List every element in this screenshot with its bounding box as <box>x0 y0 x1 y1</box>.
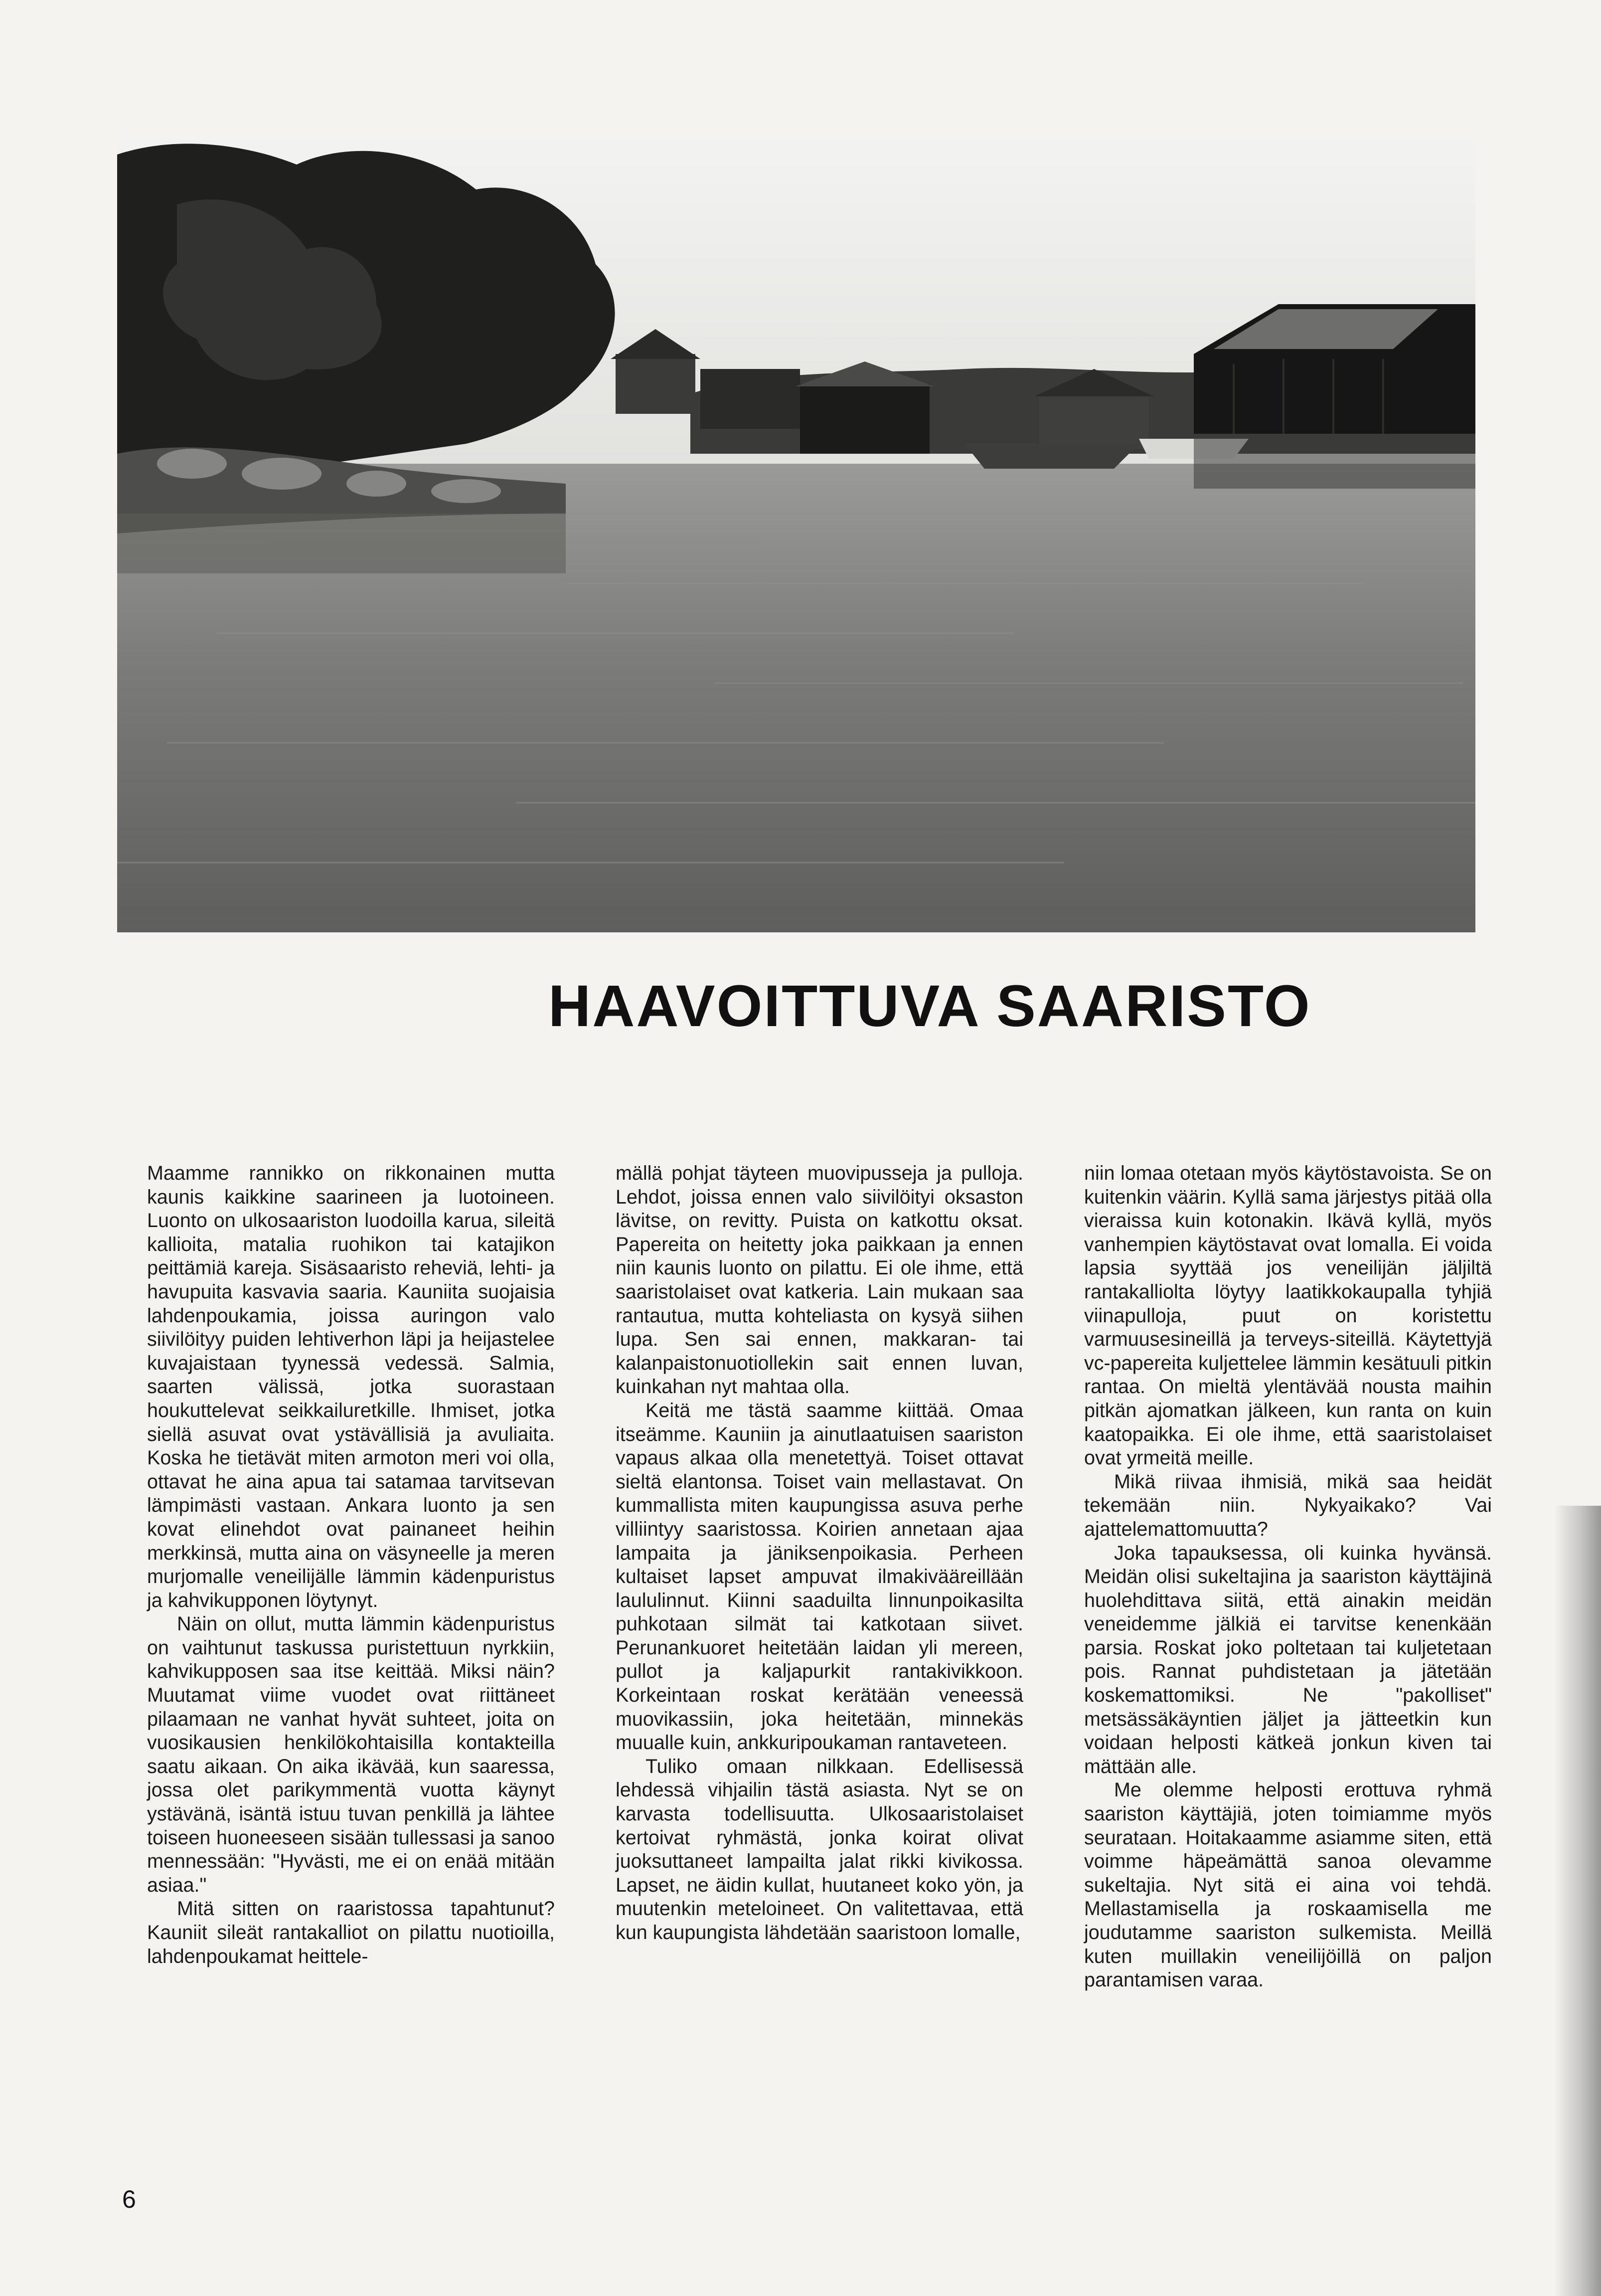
article-column-1 <box>147 1162 555 2159</box>
article-paragraph: Mikä riivaa ihmisiä, mikä saa heidät tekemään niin. Nykyaikako? Vai ajattelemattomuutta? <box>1084 1470 1492 1540</box>
boat <box>964 444 1139 469</box>
article-paragraph: Näin on ollut, mutta lämmin kädenpuristus on vaihtunut taskussa puristettuun nyrkkiin, kahvikupposen saa itse keittää. Miksi näin? Muutamat viime vuodet ovat riittäneet pilaamaan ne vanhat hyvät suhteet, joita on vuosikausien henkilökohtaisilla kontakteilla saatu aikaan. On aika ikävää, kun saaressa, jossa olet parikymmentä vuotta käynyt ystävänä, isäntä istuu tuvan penkillä ja lähtee toiseen huoneeseen sisään tullessasi ja sanoo mennessään: "Hyvästi, me ei on enää mitään asiaa." <box>147 1613 555 1896</box>
article-column-2 <box>616 1162 1023 2159</box>
article-body <box>147 1162 1493 2159</box>
harbour-photo <box>117 135 1475 932</box>
article-paragraph: Mitä sitten on raaristossa tapahtunut? Kauniit sileät rantakalliot on pilattu nuotioilla, lahdenpoukamat heittele- <box>147 1898 555 1967</box>
page-number: 6 <box>122 2185 136 2213</box>
article-paragraph: Me olemme helposti erottuva ryhmä saariston käyttäjiä, joten toimiamme myös seurataan. Hoitakaamme asiamme siten, että voimme häpeämättä sanoa olevamme sukeltajia. Nyt sitä ei aina voi tehdä. Mellastamisella ja roskaamisella me joudutamme saariston sulkemista. Meillä kuten muillakin veneilijöillä on paljon parantamisen varaa. <box>1084 1779 1492 1991</box>
scan-edge-shadow <box>1554 1506 1601 2296</box>
article-column-3 <box>1084 1162 1492 2159</box>
article-title: HAAVOITTUVA SAARISTO <box>548 973 1311 1039</box>
article-paragraph: Keitä me tästä saamme kiittää. Omaa itseämme. Kauniin ja ainutlaatuisen saariston vapaus alkaa olla menetettyä. Toiset ottavat sieltä elantonsa. Toiset vain mellastavat. On kummallista miten kaupungissa asuva perhe villiintyy saaristossa. Koirien annetaan ajaa lampaita ja jäniksenpoikasia. Perheen kultaiset lapset ampuvat ilmakivääreillään laululinnut. Kiinni saaduilta linnunpoikasilta puhkotaan silmät tai katkotaan siivet. Perunankuoret heitetään laidan yli mereen, pullot ja kaljapurkit rantakivikkoon. Korkeintaan roskat kerätään veneessä muovikassiin, joka heitetään, minnekäs muualle kuin, ankkuripoukaman rantaveteen. <box>616 1399 1023 1754</box>
article-paragraph: Maamme rannikko on rikkonainen mutta kaunis kaikkine saarineen ja luotoineen. Luonto on ulkosaariston luodoilla karua, sileitä kallioita, matalia ruohikon tai katajikon peittämiä kareja. Sisäsaaristo reheviä, lehti- ja havupuita kasvavia saaria. Kauniita suojaisia lahdenpoukamia, joissa auringon valo siivilöityy puiden lehtiverhon läpi ja heijastelee kuvajaistaan tyynessä vedessä. Salmia, saarten välissä, jotka suorastaan houkuttelevat seikkailuretkille. Ihmiset, jotka siellä asuvat ovat ystävällisiä ja avuliaita. Koska he tietävät miten armoton meri voi olla, ottavat he aina apua tai satamaa tarvitsevan lämpimästi vastaan. Ankara luonto ja sen kovat elinehdot ovat painaneet heihin merkkinsä, mutta aina on väsyneelle ja meren murjomalle veneilijälle lämmin kädenpuristus ja kahvikupponen löytynyt. <box>147 1162 555 1611</box>
harbour-photo-graphic <box>117 135 1475 932</box>
house <box>616 354 695 414</box>
boathouse-small <box>800 384 930 454</box>
article-paragraph: niin lomaa otetaan myös käytöstavoista. Se on kuitenkin väärin. Kyllä sama järjestys pitää olla vieraissa kuin kotonakin. Ikävä kyllä, myös vanhempien käytöstavat ovat lomalla. Ei voida lapsia syyttää jos veneilijän jäljiltä rantakalliolta löytyy laatikkokaupalla tyhjiä viinapulloja, puut on koristettu varmuusesineillä ja terveys-siteillä. Käytettyjä vc-papereita kuljettelee lämmin kesätuuli pitkin rantaa. On mieltä ylentävää nousta maihin pitkän ajomatkan jälkeen, kun ranta on kuin kaatopaikka. Ei ole ihme, että saaristolaiset ovat yrmeitä meille. <box>1084 1162 1492 1469</box>
article-paragraph: Tuliko omaan nilkkaan. Edellisessä lehdessä vihjailin tästä asiasta. Nyt se on karvasta todellisuutta. Ulkosaaristolaiset kertoivat ryhmästä, jonka koirat olivat juoksuttaneet lampailta jalat rikki kivikossa. Lapset, ne äidin kullat, huutaneet koko yön, ja muutenkin meteloineet. On valitettavaa, että kun kaupungista lähdetään saaristoon lomalle, <box>616 1755 1023 1943</box>
article-paragraph: mällä pohjat täyteen muovipusseja ja pulloja. Lehdot, joissa ennen valo siivilöityi oksaston lävitse, on revitty. Puista on katkottu oksat. Papereita on heitetty joka paikkaan ja ennen niin kaunis luonto on pilattu. Ei ole ihme, että saaristolaiset ovat katkeria. Lain mukaan saa rantautua, mutta kohteliasta on kysyä siihen lupa. Sen sai ennen, makkaran- tai kalanpaistonuotiollekin sait ennen luvan, kuinkahan nyt mahtaa olla. <box>616 1162 1023 1398</box>
house <box>700 369 800 429</box>
article-paragraph: Joka tapauksessa, oli kuinka hyvänsä. Meidän olisi sukeltajina ja saariston käyttäjinä huolehdittava siitä, että ainakin meidän veneidemme jälkiä ei tarvitse kenenkään parsia. Roskat joko poltetaan tai kuljetetaan pois. Rannat puhdistetaan ja jätetään koskemattomiksi. Ne "pakolliset" metsässäkäyntien jäljet ja jätteetkin kun voidaan helposti kätkeä jonkun kiven tai mättään alle. <box>1084 1542 1492 1777</box>
house <box>1039 394 1149 449</box>
